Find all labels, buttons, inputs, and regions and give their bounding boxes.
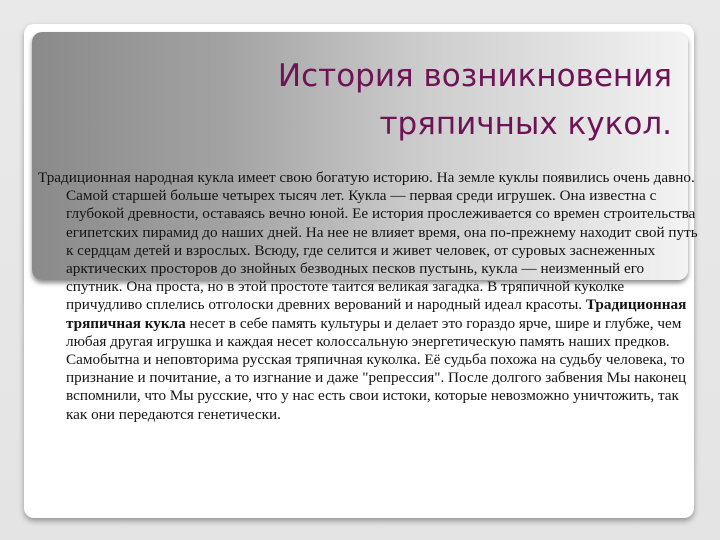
slide-title	[112, 52, 672, 148]
body-text-part-1: Традиционная народная кукла имеет свою богатую историю. На земле куклы появились очень давно. Самой старшей больше четырех тысяч лет. Кукла — первая среди игрушек. Она известна с глубокой древности, оставаясь вечно юной. Ее история прослеживается со времен строительства египетских пирамид до наших дней. На нее не влияет время, она по-прежнему находит свой путь к сердцам детей и взрослых. Всюду, где селится и живет человек, от суровых заснеженных арктических просторов до знойных безводных песков пустынь, кукла — неизменный его спутник. Она проста, но в этой простоте таится великая загадка. В тряпичной куколке причудливо сплелись отголоски древних верований и народный идеал красоты.	[38, 169, 698, 314]
slide-title-line-1: История возникновения	[277, 58, 672, 94]
slide-title-line-2: тряпичных кукол.	[379, 106, 672, 142]
body-paragraph	[38, 169, 702, 424]
body-text-part-2: несет в себе память культуры и делает это гораздо ярче, шире и глубже, чем любая другая игрушка и каждая несет колоссальную энергетическую память наших предков. Самобытна и неповторима русская тряпичная куколка. Её судьба похожа на судьбу человека, то признание и почитание, а то изгнание и даже "репрессия". После долгого забвения Мы наконец вспомнили, что Мы русские, что у нас есть свои истоки, которые невозможно уничтожить, так как они передаются генетически.	[66, 314, 687, 423]
body-text-bold: Традиционная тряпичная кукла	[66, 296, 687, 332]
